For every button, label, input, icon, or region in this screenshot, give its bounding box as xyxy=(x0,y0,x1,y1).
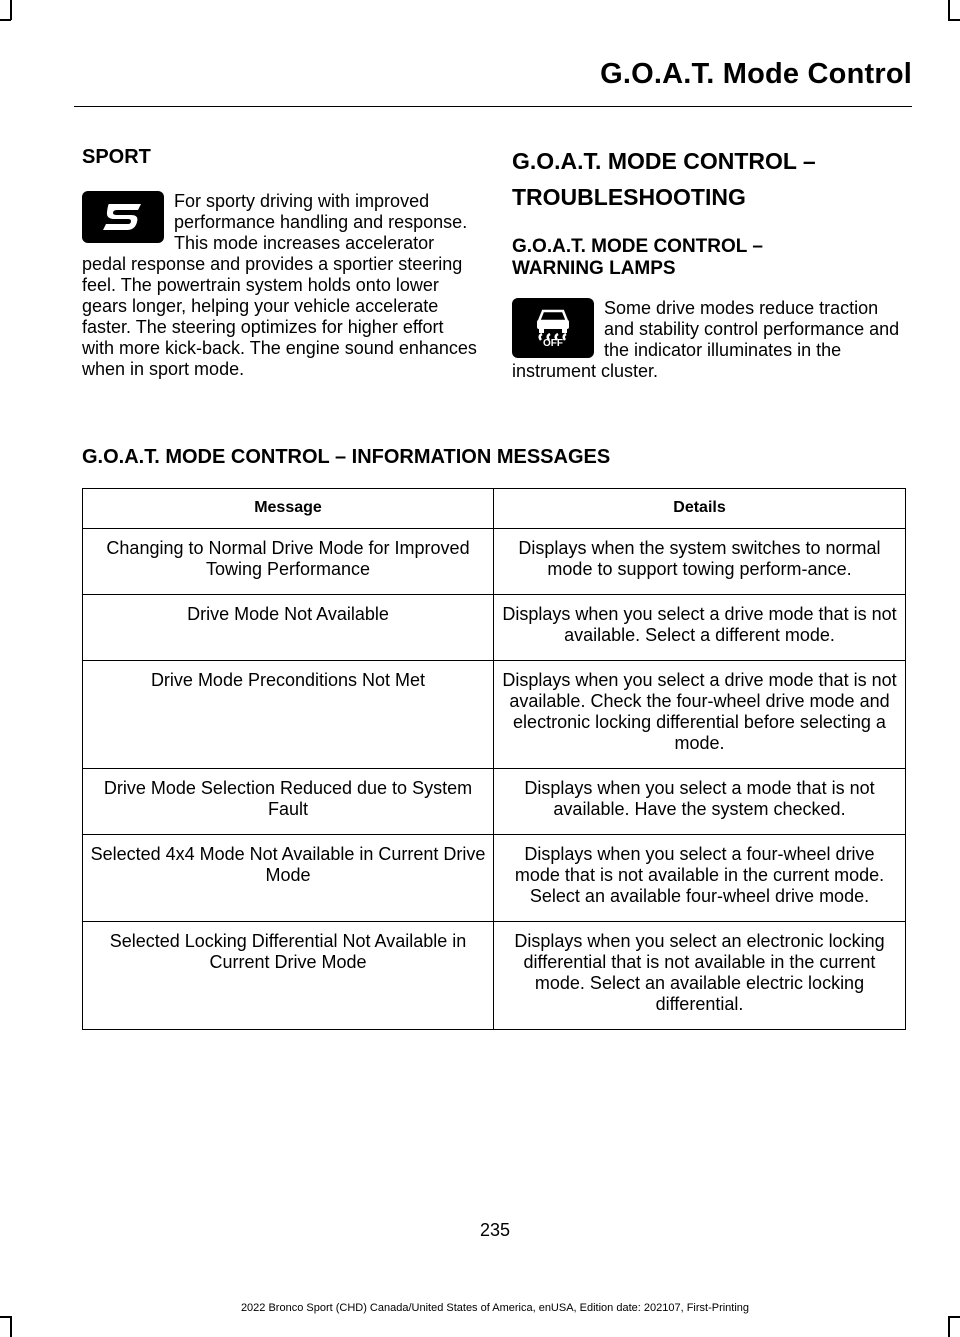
message-cell: Changing to Normal Drive Mode for Improved Towing Performance xyxy=(83,529,494,595)
details-cell: Displays when you select a drive mode that is not available. Select a different mode. xyxy=(494,595,906,661)
message-cell: Drive Mode Preconditions Not Met xyxy=(83,661,494,769)
sport-heading: SPORT xyxy=(82,146,151,168)
warning-lamps-heading xyxy=(512,236,907,280)
troubleshooting-section xyxy=(512,146,907,382)
table-row xyxy=(83,922,906,1030)
details-cell: Displays when you select a mode that is not available. Have the system checked. xyxy=(494,769,906,835)
message-cell: Drive Mode Not Available xyxy=(83,595,494,661)
crop-mark xyxy=(948,0,950,20)
troubleshooting-heading-line1: G.O.A.T. MODE CONTROL – xyxy=(512,148,816,174)
crop-mark xyxy=(10,1316,12,1337)
information-messages-heading: G.O.A.T. MODE CONTROL – INFORMATION MESSAGES xyxy=(82,446,611,468)
crop-mark xyxy=(0,1316,11,1318)
table-header-row xyxy=(83,489,906,529)
header-divider xyxy=(74,106,912,107)
details-cell: Displays when the system switches to normal mode to support towing perform-ance. xyxy=(494,529,906,595)
warning-lamps-heading-line2: WARNING LAMPS xyxy=(512,258,676,279)
page-title: G.O.A.T. Mode Control xyxy=(600,58,912,90)
table-row xyxy=(83,835,906,922)
crop-mark xyxy=(948,1316,960,1318)
edition-footer: 2022 Bronco Sport (CHD) Canada/United States of America, enUSA, Edition date: 202107, First-Printing xyxy=(240,1302,750,1314)
sport-section xyxy=(82,146,477,380)
table-row xyxy=(83,595,906,661)
message-cell: Selected Locking Differential Not Available in Current Drive Mode xyxy=(83,922,494,1030)
warning-lamps-heading-line1: G.O.A.T. MODE CONTROL – xyxy=(512,236,763,257)
table-row xyxy=(83,529,906,595)
details-cell: Displays when you select a drive mode that is not available. Check the four-wheel drive mode and electronic locking differential before selecting a mode. xyxy=(494,661,906,769)
troubleshooting-heading-line2: TROUBLESHOOTING xyxy=(512,184,746,210)
sport-description: For sporty driving with improved performance handling and response. This mode increases accelerator pedal response and provides a sportier steering feel. The powertrain system holds onto lower gears longer, helping your vehicle accelerate faster. The steering optimizes for higher effort with more kick-back. The engine sound enhances when in sport mode. xyxy=(82,191,477,379)
details-cell: Displays when you select a four-wheel drive mode that is not available in the current mode. Select an available four-wheel drive mode. xyxy=(494,835,906,922)
information-messages-table xyxy=(82,488,906,1030)
sport-s-icon xyxy=(82,191,164,243)
traction-control-off-icon xyxy=(512,298,594,358)
crop-mark xyxy=(0,19,11,21)
message-cell: Selected 4x4 Mode Not Available in Current Drive Mode xyxy=(83,835,494,922)
column-header-message: Message xyxy=(83,489,494,529)
troubleshooting-heading xyxy=(512,146,907,212)
page-number: 235 xyxy=(479,1220,511,1240)
details-cell: Displays when you select an electronic locking differential that is not available in the current mode. Select an available electric locking differential. xyxy=(494,922,906,1030)
crop-mark xyxy=(948,1316,950,1337)
crop-mark xyxy=(948,19,960,21)
column-header-details: Details xyxy=(494,489,906,529)
table-row xyxy=(83,769,906,835)
warning-lamps-description: Some drive modes reduce traction and stability control performance and the indicator illuminates in the instrument cluster. xyxy=(512,298,900,381)
table-row xyxy=(83,661,906,769)
message-cell: Drive Mode Selection Reduced due to System Fault xyxy=(83,769,494,835)
crop-mark xyxy=(10,0,12,20)
off-label: OFF xyxy=(543,338,563,349)
